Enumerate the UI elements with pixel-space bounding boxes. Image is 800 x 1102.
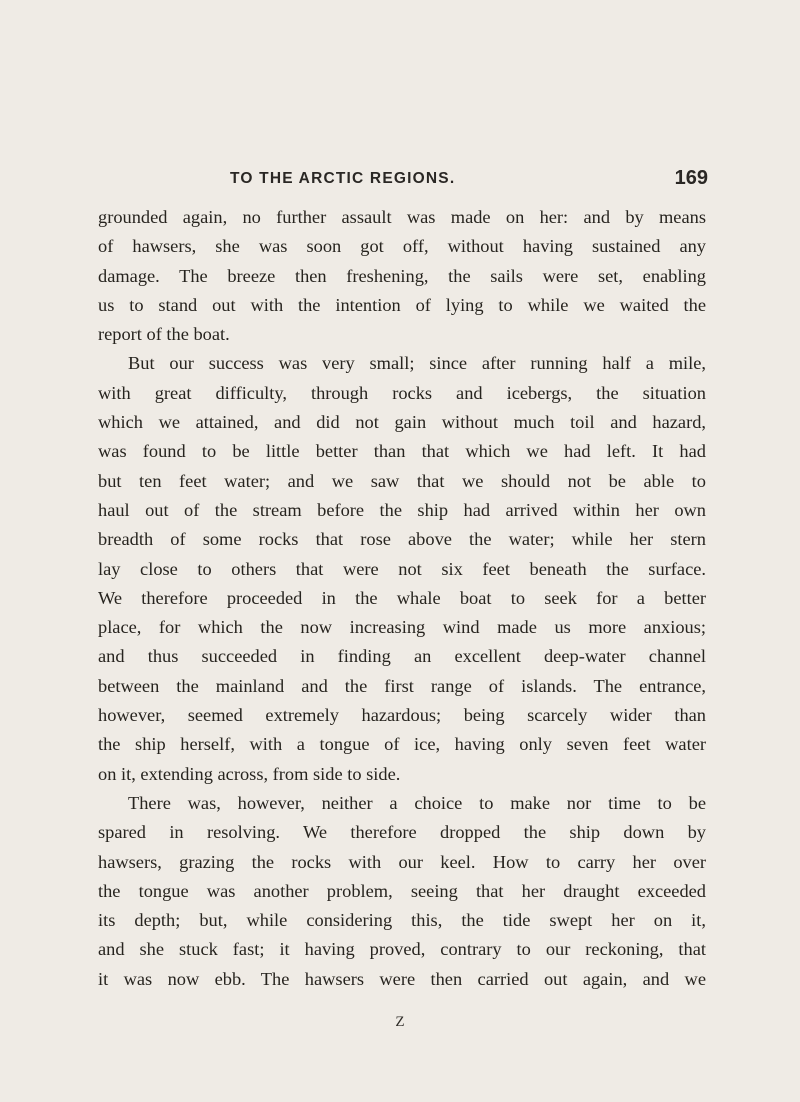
text-line: hawsers, grazing the rocks with our keel. How to carry her over — [98, 851, 706, 872]
text-line: haul out of the stream before the ship had arrived within her own — [98, 499, 706, 520]
text-line: it was now ebb. The hawsers were then carried out again, and we — [98, 968, 706, 989]
text-line: spared in resolving. We therefore dropped the ship down by — [98, 822, 706, 843]
text-line: the ship herself, with a tongue of ice, having only seven feet water — [98, 734, 706, 755]
text-line: us to stand out with the intention of lying to while we waited the — [98, 294, 706, 315]
text-line: which we attained, and did not gain without much toil and hazard, — [98, 412, 706, 433]
text-line: There was, however, neither a choice to make nor time to be — [128, 792, 706, 813]
body-text — [98, 203, 706, 994]
text-line: damage. The breeze then freshening, the sails were set, enabling — [98, 265, 706, 286]
page-number: 169 — [674, 167, 708, 189]
text-line: with great difficulty, through rocks and icebergs, the situation — [98, 382, 706, 403]
text-line: breadth of some rocks that rose above the water; while her stern — [98, 529, 706, 550]
text-line: grounded again, no further assault was made on her: and by means — [98, 207, 706, 227]
text-line: lay close to others that were not six feet beneath the surface. — [98, 558, 706, 579]
text-line: We therefore proceeded in the whale boat to seek for a better — [98, 587, 706, 608]
page-header — [230, 167, 708, 196]
text-line: but ten feet water; and we saw that we should not be able to — [98, 470, 706, 491]
text-line: place, for which the now increasing wind made us more anxious; — [98, 617, 706, 638]
text-line: and thus succeeded in finding an excellent deep-water channel — [98, 646, 706, 667]
text-line: was found to be little better than that which we had left. It had — [98, 441, 706, 462]
text-line: between the mainland and the first range of islands. The entrance, — [98, 675, 706, 696]
text-line: however, seemed extremely hazardous; being scarcely wider than — [98, 705, 706, 726]
text-line: report of the boat. — [98, 324, 230, 345]
running-title: TO THE ARCTIC REGIONS. — [230, 170, 456, 187]
text-line: and she stuck fast; it having proved, contrary to our reckoning, that — [98, 939, 706, 960]
text-line: But our success was very small; since after running half a mile, — [128, 353, 706, 374]
text-line: the tongue was another problem, seeing that her draught exceeded — [98, 880, 706, 901]
text-line: of hawsers, she was soon got off, without having sustained any — [98, 236, 706, 257]
signature-mark: Z — [395, 1014, 405, 1030]
text-line: its depth; but, while considering this, the tide swept her on it, — [98, 910, 706, 931]
text-line: on it, extending across, from side to side. — [98, 763, 401, 784]
